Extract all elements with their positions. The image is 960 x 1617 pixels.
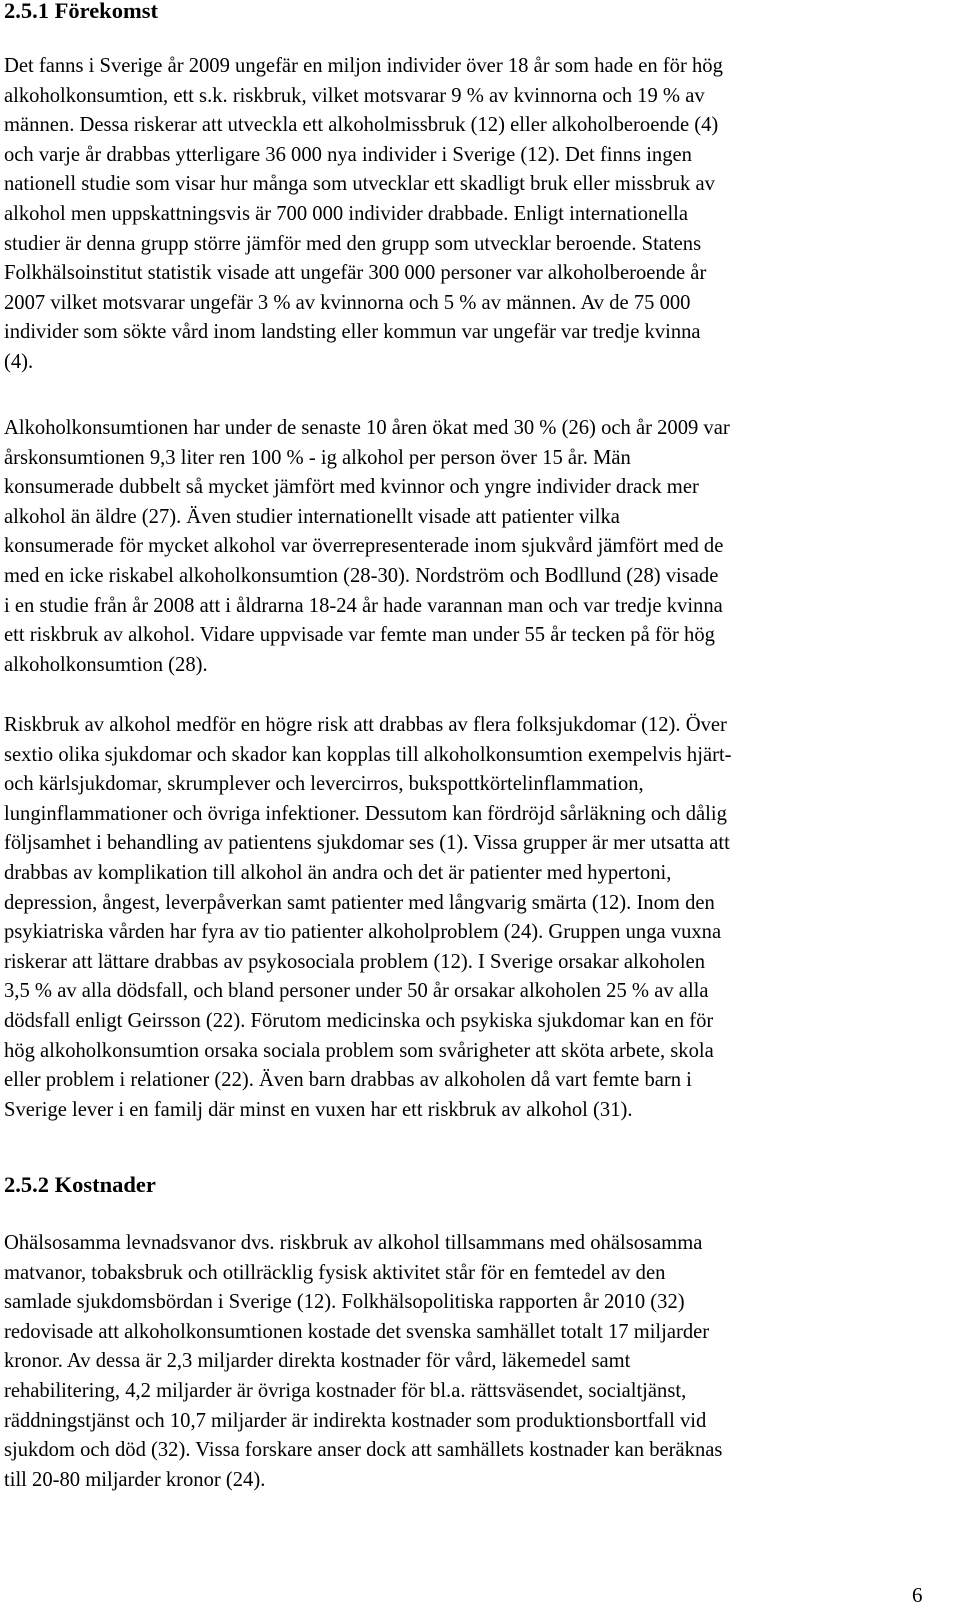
text-line: riskerar att lättare drabbas av psykosociala problem (12). I Sverige orsakar alkoholen bbox=[4, 950, 706, 973]
paragraph-forekomst-3 bbox=[4, 711, 732, 1125]
text-line: och varje år drabbas ytterligare 36 000 nya individer i Sverige (12). Det finns ingen bbox=[4, 143, 692, 166]
section-heading-forekomst: 2.5.1 Förekomst bbox=[4, 0, 158, 23]
text-line: Alkoholkonsumtionen har under de senaste 10 åren ökat med 30 % (26) och år 2009 var bbox=[4, 417, 730, 439]
text-line: (4). bbox=[4, 350, 34, 373]
page-number: 6 bbox=[912, 1583, 923, 1607]
text-line: i en studie från år 2008 att i åldrarna 18-24 år hade varannan man och var tredje kvinna bbox=[4, 594, 723, 617]
text-line: Sverige lever i en familj där minst en vuxen har ett riskbruk av alkohol (31). bbox=[4, 1098, 633, 1121]
text-line: sextio olika sjukdomar och skador kan kopplas till alkoholkonsumtion exempelvis hjärt- bbox=[4, 743, 732, 766]
text-line: männen. Dessa riskerar att utveckla ett alkoholmissbruk (12) eller alkoholberoende (4) bbox=[4, 114, 719, 137]
text-line: ett riskbruk av alkohol. Vidare uppvisade var femte man under 55 år tecken på för hög bbox=[4, 624, 715, 647]
text-line: 3,5 % av alla dödsfall, och bland personer under 50 år orsakar alkoholen 25 % av alla bbox=[4, 980, 709, 1003]
text-line: rehabilitering, 4,2 miljarder är övriga kostnader för bl.a. rättsväsendet, socialtjänst, bbox=[4, 1379, 687, 1402]
text-line: och kärlsjukdomar, skrumplever och levercirros, bukspottkörtelinflammation, bbox=[4, 773, 644, 796]
text-line: samlade sjukdomsbördan i Sverige (12). Folkhälsopolitiska rapporten år 2010 (32) bbox=[4, 1291, 685, 1314]
text-line: alkoholkonsumtion, ett s.k. riskbruk, vilket motsvarar 9 % av kvinnorna och 19 % av bbox=[4, 84, 705, 107]
text-line: konsumerade för mycket alkohol var överrepresenterade inom sjukvård jämfört med de bbox=[4, 535, 724, 558]
text-line: alkohol men uppskattningsvis är 700 000 individer drabbade. Enligt internationella bbox=[4, 202, 689, 225]
text-line: sjukdom och död (32). Vissa forskare anser dock att samhällets kostnader kan beräknas bbox=[4, 1439, 723, 1462]
paragraph-kostnader-1 bbox=[4, 1229, 722, 1495]
text-line: Ohälsosamma levnadsvanor dvs. riskbruk av alkohol tillsammans med ohälsosamma bbox=[4, 1232, 703, 1254]
text-line: Det fanns i Sverige år 2009 ungefär en miljon individer över 18 år som hade en för hög bbox=[4, 55, 723, 77]
text-line: eller problem i relationer (22). Även barn drabbas av alkoholen då vart femte barn i bbox=[4, 1069, 692, 1092]
text-line: 2007 vilket motsvarar ungefär 3 % av kvinnorna och 5 % av männen. Av de 75 000 bbox=[4, 291, 691, 314]
text-line: Riskbruk av alkohol medför en högre risk att drabbas av flera folksjukdomar (12). Över bbox=[4, 714, 727, 736]
text-line: med en icke riskabel alkoholkonsumtion (28-30). Nordström och Bodllund (28) visade bbox=[4, 564, 719, 587]
text-line: till 20-80 miljarder kronor (24). bbox=[4, 1468, 266, 1491]
section-heading-kostnader: 2.5.2 Kostnader bbox=[4, 1172, 156, 1197]
text-line: alkoholkonsumtion (28). bbox=[4, 653, 208, 676]
text-line: konsumerade dubbelt så mycket jämfört med kvinnor och yngre individer drack mer bbox=[4, 476, 699, 499]
text-line: kronor. Av dessa är 2,3 miljarder direkta kostnader för vård, läkemedel samt bbox=[4, 1350, 631, 1373]
text-line: drabbas av komplikation till alkohol än andra och det är patienter med hypertoni, bbox=[4, 861, 672, 884]
text-line: räddningstjänst och 10,7 miljarder är indirekta kostnader som produktionsbortfall vid bbox=[4, 1409, 707, 1432]
text-line: alkohol än äldre (27). Även studier internationellt visade att patienter vilka bbox=[4, 505, 620, 528]
text-line: följsamhet i behandling av patientens sjukdomar ses (1). Vissa grupper är mer utsatta att bbox=[4, 832, 730, 855]
paragraph-forekomst-2 bbox=[4, 414, 730, 680]
text-line: depression, ångest, leverpåverkan samt patienter med långvarig smärta (12). Inom den bbox=[4, 891, 715, 914]
text-line: lunginflammationer och övriga infektioner. Dessutom kan fördröjd sårläkning och dålig bbox=[4, 802, 727, 825]
paragraph-forekomst-1 bbox=[4, 52, 723, 378]
text-line: årskonsumtionen 9,3 liter ren 100 % - ig alkohol per person över 15 år. Män bbox=[4, 446, 631, 469]
text-line: individer som sökte vård inom landsting eller kommun var ungefär var tredje kvinna bbox=[4, 321, 701, 344]
text-line: Folkhälsoinstitut statistik visade att ungefär 300 000 personer var alkoholberoende år bbox=[4, 262, 707, 285]
text-line: dödsfall enligt Geirsson (22). Förutom medicinska och psykiska sjukdomar kan en för bbox=[4, 1009, 714, 1032]
text-line: matvanor, tobaksbruk och otillräcklig fysisk aktivitet står för en femtedel av den bbox=[4, 1261, 666, 1284]
text-line: hög alkoholkonsumtion orsaka sociala problem som svårigheter att sköta arbete, skola bbox=[4, 1039, 714, 1062]
text-line: redovisade att alkoholkonsumtionen kostade det svenska samhället totalt 17 miljarder bbox=[4, 1320, 710, 1343]
text-line: psykiatriska vården har fyra av tio patienter alkoholproblem (24). Gruppen unga vuxna bbox=[4, 921, 722, 944]
text-line: nationell studie som visar hur många som utvecklar ett skadligt bruk eller missbruk av bbox=[4, 173, 715, 196]
text-line: studier är denna grupp större jämför med den grupp som utvecklar beroende. Statens bbox=[4, 232, 702, 255]
